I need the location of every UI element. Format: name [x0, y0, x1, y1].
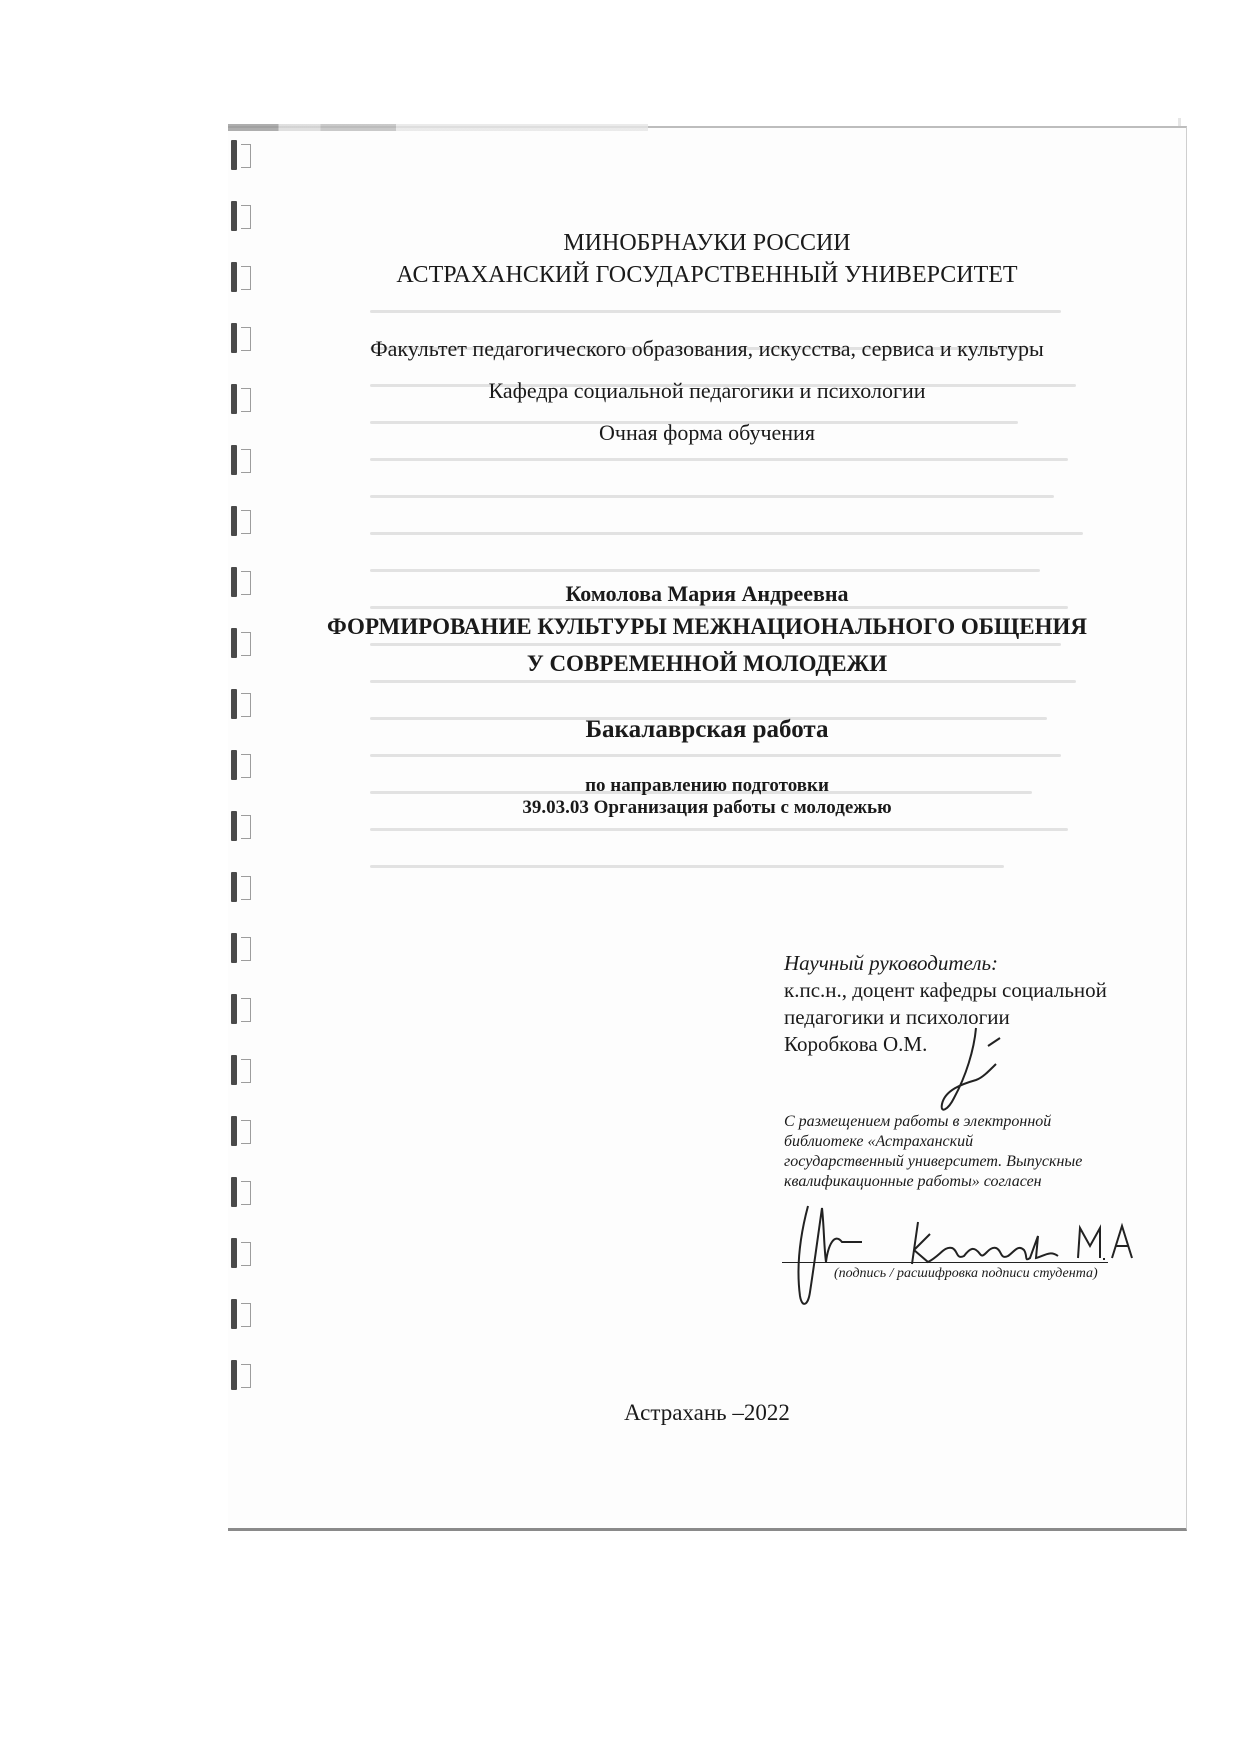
- signature-caption: (подпись / расшифровка подписи студента): [834, 1266, 1098, 1281]
- binding-coil: [231, 140, 255, 170]
- binding-coil: [231, 994, 255, 1024]
- thesis-title-line-1: ФОРМИРОВАНИЕ КУЛЬТУРЫ МЕЖНАЦИОНАЛЬНОГО ОБЩЕНИЯ: [327, 614, 1087, 639]
- supervisor-degree: к.пс.н., доцент кафедры социальной: [784, 978, 1107, 1002]
- city-year: Астрахань –2022: [624, 1400, 790, 1425]
- supervisor-signature: [930, 1020, 1010, 1120]
- binding-coil: [231, 1055, 255, 1085]
- consent-line-4: квалификационные работы» согласен: [784, 1173, 1042, 1190]
- faculty-name: Факультет педагогического образования, искусства, сервиса и культуры: [370, 336, 1044, 361]
- binding-coil: [231, 872, 255, 902]
- scan-top-strip: [228, 124, 648, 131]
- student-signature: [778, 1196, 898, 1316]
- binding-coil: [231, 506, 255, 536]
- consent-line-2: библиотеке «Астраханский: [784, 1133, 974, 1150]
- consent-line-1: С размещением работы в электронной: [784, 1113, 1052, 1130]
- direction-label: по направлению подготовки: [585, 775, 829, 796]
- supervisor-label: Научный руководитель:: [784, 951, 999, 975]
- work-type: Бакалаврская работа: [585, 716, 829, 743]
- direction-program: 39.03.03 Организация работы с молодежью: [522, 797, 892, 818]
- binding-coil: [231, 201, 255, 231]
- binding-coil: [231, 1360, 255, 1390]
- supervisor-department: педагогики и психологии: [784, 1005, 1010, 1029]
- university-name: АСТРАХАНСКИЙ ГОСУДАРСТВЕННЫЙ УНИВЕРСИТЕТ: [396, 262, 1018, 288]
- binding-coil: [231, 1299, 255, 1329]
- consent-statement: [784, 1112, 1184, 1192]
- study-form: Очная форма обучения: [599, 420, 815, 445]
- signature-line: [782, 1262, 1108, 1263]
- consent-line-3: государственный университет. Выпускные: [784, 1153, 1083, 1170]
- thesis-title-line-2: У СОВРЕМЕННОЙ МОЛОДЕЖИ: [526, 651, 888, 676]
- author-name: Комолова Мария Андреевна: [565, 581, 849, 606]
- binding-coil: [231, 1238, 255, 1268]
- supervisor-name: Коробкова О.М.: [784, 1032, 928, 1056]
- binding-coil: [231, 1116, 255, 1146]
- binding-coil: [231, 1177, 255, 1207]
- binding-coil: [231, 445, 255, 475]
- department-name: Кафедра социальной педагогики и психологии: [488, 378, 926, 403]
- ministry-name: МИНОБРНАУКИ РОССИИ: [563, 230, 851, 256]
- binding-coil: [231, 933, 255, 963]
- binding-coil: [231, 689, 255, 719]
